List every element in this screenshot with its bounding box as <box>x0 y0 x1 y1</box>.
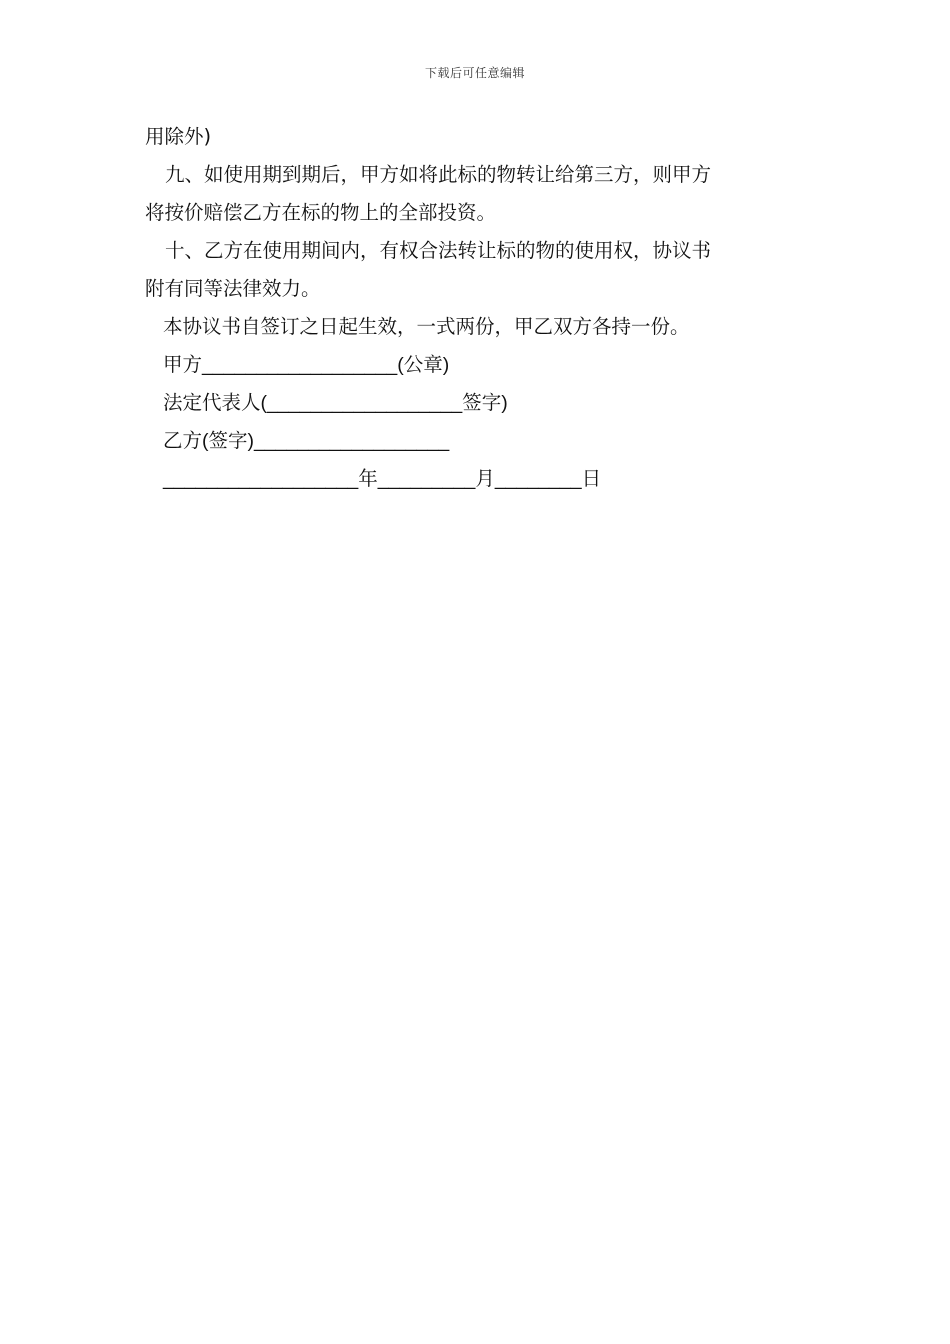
page-header: 下载后可任意编辑 <box>424 66 525 80</box>
continuation-line: 用除外) <box>145 125 212 148</box>
legal-representative-line: 法定代表人(__________________签字) <box>163 392 508 414</box>
document-body <box>145 118 810 498</box>
date-line: __________________年_________月________日 <box>163 468 602 490</box>
clause-9-line-1: 九、如使用期到期后，甲方如将此标的物转让给第三方，则甲方 <box>165 163 712 186</box>
clause-10-line-1: 十、乙方在使用期间内，有权合法转让标的物的使用权，协议书 <box>165 239 712 262</box>
clause-9-line-2: 将按价赔偿乙方在标的物上的全部投资。 <box>145 201 497 224</box>
party-b-signature-line: 乙方(签字)__________________ <box>163 430 450 452</box>
clause-10-line-2: 附有同等法律效力。 <box>145 277 321 300</box>
effective-clause: 本协议书自签订之日起生效，一式两份，甲乙双方各持一份。 <box>163 315 690 338</box>
party-a-signature-line: 甲方__________________(公章) <box>163 354 450 376</box>
